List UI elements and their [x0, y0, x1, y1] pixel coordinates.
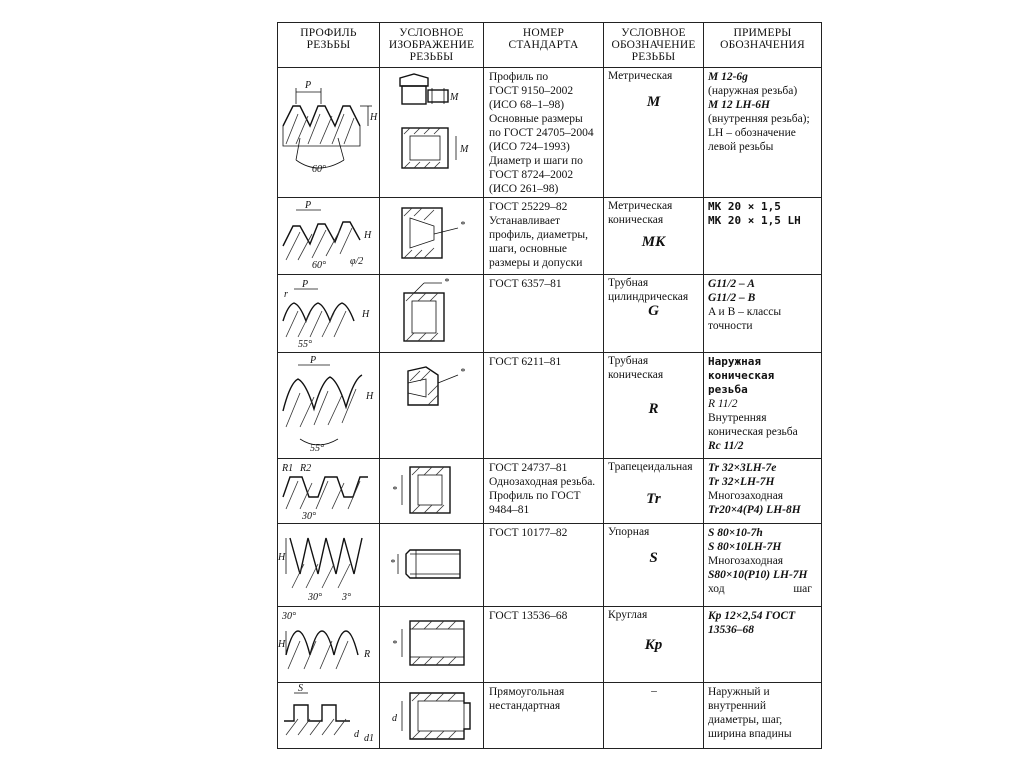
thread-types-table — [277, 22, 822, 749]
thread-type: Метрическая — [608, 70, 673, 82]
svg-text:P: P — [302, 279, 309, 290]
table-row — [278, 459, 822, 524]
svg-text:H: H — [364, 230, 372, 241]
image-label-d: d — [392, 713, 397, 724]
svg-text:H: H — [278, 552, 286, 563]
rect-examples: Наружный и внутренний диаметры, шаг, ширина впадины — [704, 683, 822, 749]
pipe-con-designation: Трубная коническая R — [604, 353, 704, 459]
trap-examples: Tr 32×3LH-7e Tr 32×LH-7H Многозаходная Tr20×4(P4) LH-8H — [704, 459, 822, 524]
svg-text:S: S — [298, 683, 303, 694]
header-image: УСЛОВНОЕ ИЗОБРАЖЕНИЕ РЕЗЬБЫ — [380, 23, 484, 68]
rect-standard: Прямоугольная нестандартная — [484, 683, 604, 749]
svg-text:*: * — [392, 485, 397, 496]
rect-designation: – — [604, 683, 704, 749]
svg-text:30°: 30° — [308, 592, 322, 603]
rect-image-figure — [380, 683, 484, 749]
table-row — [278, 353, 822, 459]
table-row — [278, 275, 822, 353]
table-row — [278, 524, 822, 607]
svg-text:r: r — [284, 289, 288, 300]
buttress-designation: Упорная S — [604, 524, 704, 607]
metric-conical-designation: Метрическая коническая МК — [604, 198, 704, 275]
round-standard: ГОСТ 13536–68 — [484, 607, 604, 683]
pipe-cyl-standard: ГОСТ 6357–81 — [484, 275, 604, 353]
svg-text:R: R — [364, 649, 371, 660]
round-image-figure — [380, 607, 484, 683]
trap-designation: Трапецеидальная Tr — [604, 459, 704, 524]
svg-text:60°: 60° — [312, 260, 326, 271]
metric-standard: Профиль по ГОСТ 9150–2002 (ИСО 68–1–98) Основные размеры по ГОСТ 24705–2004 (ИСО 724–1993) Диаметр и шаги по ГОСТ 8724–2002 (ИСО 261–98) — [484, 68, 604, 198]
svg-text:H: H — [278, 639, 286, 650]
pipe-cyl-image-figure — [380, 275, 484, 353]
image-label-m2: M — [460, 144, 469, 155]
svg-text:φ/2: φ/2 — [350, 256, 364, 267]
svg-text:d: d — [354, 729, 359, 740]
header-designation: УСЛОВНОЕ ОБОЗНАЧЕНИЕ РЕЗЬБЫ — [604, 23, 704, 68]
buttress-examples: S 80×10-7h S 80×10LH-7H Многозаходная S80×10(P10) LH-7H ход шаг — [704, 524, 822, 607]
pipe-cyl-examples: G11/2 – A G11/2 – B A и B – классы точности — [704, 275, 822, 353]
svg-text:P: P — [305, 200, 312, 211]
svg-text:*: * — [390, 558, 395, 569]
angle-label: 60° — [312, 164, 326, 175]
pipe-con-profile-figure — [278, 353, 380, 459]
header-standard: НОМЕР СТАНДАРТА — [484, 23, 604, 68]
table-header-row — [278, 23, 822, 68]
svg-text:H: H — [366, 391, 374, 402]
pipe-con-examples: Наружная коническая резьба R 11/2 Внутренняя коническая резьба Rc 11/2 — [704, 353, 822, 459]
rect-profile-figure — [278, 683, 380, 749]
svg-text:*: * — [392, 639, 397, 650]
svg-text:R2: R2 — [300, 463, 312, 474]
metric-image-figure — [380, 68, 484, 198]
pipe-con-image-figure — [380, 353, 484, 459]
svg-text:55°: 55° — [310, 443, 324, 454]
metric-conical-examples: МК 20 × 1,5 МК 20 × 1,5 LH — [704, 198, 822, 275]
metric-designation — [604, 68, 704, 198]
round-profile-figure — [278, 607, 380, 683]
svg-text:P: P — [310, 355, 317, 366]
round-examples: Kp 12×2,54 ГОСТ 13536–68 — [704, 607, 822, 683]
table-row — [278, 198, 822, 275]
svg-text:3°: 3° — [342, 592, 351, 603]
pipe-con-standard: ГОСТ 6211–81 — [484, 353, 604, 459]
buttress-standard: ГОСТ 10177–82 — [484, 524, 604, 607]
svg-text:R1: R1 — [282, 463, 294, 474]
table-row — [278, 68, 822, 198]
svg-text:*: * — [444, 277, 449, 288]
buttress-profile-figure — [278, 524, 380, 607]
pipe-cyl-designation: Трубная цилиндрическая G — [604, 275, 704, 353]
metric-conical-profile-figure — [278, 198, 380, 275]
height-label: H — [370, 112, 378, 123]
trap-standard: ГОСТ 24737–81 Однозаходная резьба. Профиль по ГОСТ 9484–81 — [484, 459, 604, 524]
image-label-m1: M — [450, 92, 459, 103]
svg-text:H: H — [362, 309, 370, 320]
thread-table-sheet — [277, 22, 821, 750]
buttress-image-figure — [380, 524, 484, 607]
pitch-label: P — [305, 80, 312, 91]
pipe-cyl-profile-figure — [278, 275, 380, 353]
header-profile: ПРОФИЛЬ РЕЗЬБЫ — [278, 23, 380, 68]
svg-text:55°: 55° — [298, 339, 312, 350]
metric-conical-standard: ГОСТ 25229–82 Устанавливает профиль, диаметры, шаги, основные размеры и допуски — [484, 198, 604, 275]
trap-image-figure — [380, 459, 484, 524]
trap-profile-figure — [278, 459, 380, 524]
svg-text:d1: d1 — [364, 733, 374, 744]
table-row — [278, 607, 822, 683]
metric-examples: M 12-6g (наружная резьба) M 12 LH-6H (внутренняя резьба); LH – обозначение левой резьбы — [704, 68, 822, 198]
round-designation: Круглая Kp — [604, 607, 704, 683]
svg-text:30°: 30° — [302, 511, 316, 522]
svg-text:30°: 30° — [282, 611, 296, 622]
metric-profile-figure — [278, 68, 380, 198]
header-examples: ПРИМЕРЫ ОБОЗНАЧЕНИЯ — [704, 23, 822, 68]
metric-conical-image-figure — [380, 198, 484, 275]
thread-code: M — [646, 94, 661, 110]
svg-text:*: * — [460, 367, 465, 378]
svg-text:*: * — [460, 220, 465, 231]
table-row — [278, 683, 822, 749]
